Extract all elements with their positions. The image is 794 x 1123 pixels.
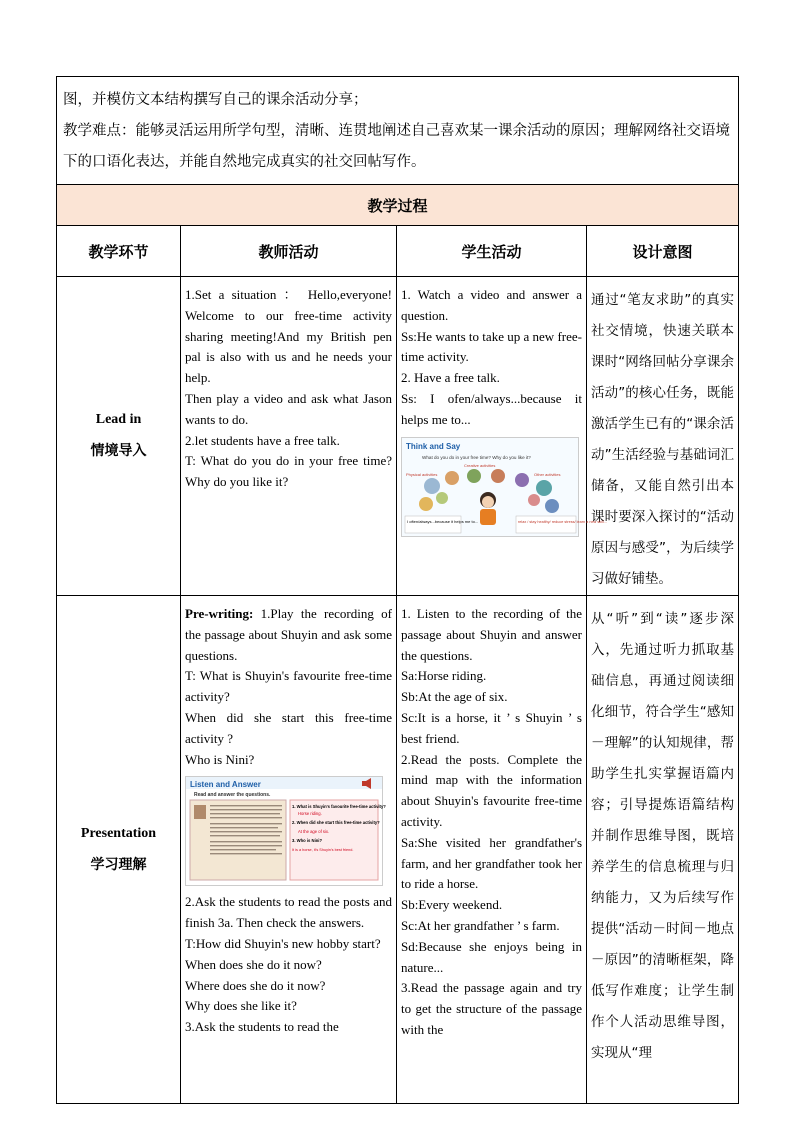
stage-en: Lead in xyxy=(95,412,142,427)
col-header-student: 学生活动 xyxy=(397,226,587,277)
student-line: 2. Have a free talk. xyxy=(401,370,500,386)
student-activity-cell xyxy=(397,277,607,596)
student-line: Sb:Every weekend. xyxy=(401,897,503,913)
teacher-line-text: 1.Play the recording of the passage about Shuyin and ask some questions. xyxy=(185,606,392,663)
lesson-plan-table xyxy=(56,76,739,1104)
slide-bubble-left: I often/always...because it helps me to... xyxy=(407,518,479,524)
slide-q2: 2. When did she start this free-time activity? xyxy=(292,820,380,826)
teacher-line: When does she do it now? xyxy=(185,956,322,972)
process-title: 教学过程 xyxy=(367,196,428,215)
student-line: Ss: I ofen/always...because it helps me to... xyxy=(401,390,582,427)
col-header-design: 设计意图 xyxy=(587,226,739,277)
teacher-line: T: What do you do in your free time? Why do you like it? xyxy=(185,453,392,490)
slide-q3: 3. Who is Nini? xyxy=(292,838,323,844)
teacher-line: 2.let students have a free talk. xyxy=(185,432,340,448)
slide-title: Think and Say xyxy=(406,441,461,451)
slide-a2: At the age of six. xyxy=(298,829,330,835)
teacher-line: T:How did Shuyin's new hobby start? xyxy=(185,935,381,951)
student-line: Sa:Horse riding. xyxy=(401,668,487,684)
design-intent-cell xyxy=(587,596,739,1104)
design-text: 从“听”到“读”逐步深入，先通过听力抓取基础信息，再通过阅读细化细节，符合学生“感知－理解”的认知规律，帮助学生扎实掌握语篇内容；引导提炼语篇结构并制作思维导图，既培养学生的信息梳理与归纳能力，又为后续写作提供“活动－时间－地点－原因”的清晰框架，降低写作难度；让学生制作个人活动思维导图，实现从“理 xyxy=(591,611,734,1061)
design-text: 通过“笔友求助”的真实社交情境，快速关联本课时“网络回帖分享课余活动”的核心任务，既能激活学生已有的“课余活动”生活经验与基础词汇储备，又能自然引出本课时要深入探讨的“活动原因与感受”，为后续学习做好铺垫。 xyxy=(591,292,734,587)
intro-line-2: 教学难点：能够灵活运用所学句型，清晰、连贯地阐述自己喜欢某一课余活动的原因；理解网络社交语境下的口语化表达，并能自然地完成真实的社交回帖写作。 xyxy=(63,123,730,170)
stage-cn: 学习理解 xyxy=(90,857,147,873)
student-line: 1. Listen to the recording of the passage about Shuyin and answer the questions. xyxy=(401,606,582,663)
teacher-line: 3.Ask the students to read the xyxy=(185,1019,339,1035)
slide-a1: Horse riding. xyxy=(298,811,322,817)
teacher-line xyxy=(185,604,392,666)
student-line: Sc:At her grandfather ’ s farm. xyxy=(401,917,560,933)
student-line: Sd:Because she enjoys being in nature... xyxy=(401,938,582,975)
listen-and-answer-slide xyxy=(185,776,386,886)
listen-and-answer-graphic xyxy=(186,777,386,885)
slide-q1: 1. What is Shuyin's favourite free-time activity? xyxy=(292,804,386,810)
slide-label-creative: Creative activities xyxy=(464,462,496,468)
process-header xyxy=(57,185,739,226)
student-line: Sc:It is a horse, it ’ s Shuyin ’ s best friend. xyxy=(401,709,582,746)
teacher-line: Who is Nini? xyxy=(185,751,255,767)
intro-cell xyxy=(57,77,739,185)
slide-subtitle: Read and answer the questions. xyxy=(194,792,271,799)
student-line: Ss:He wants to take up a new free-time activity. xyxy=(401,328,582,365)
stage-cell-presentation xyxy=(57,596,181,1104)
teacher-activity-cell xyxy=(181,596,397,1104)
stage-cell-lead-in xyxy=(57,277,181,596)
teacher-line: Why does she like it? xyxy=(185,998,297,1014)
pre-writing-label: Pre-writing: xyxy=(185,606,254,621)
teacher-line: Where does she do it now? xyxy=(185,977,326,993)
lesson-plan-page xyxy=(56,76,738,1104)
teacher-line: Then play a video and ask what Jason wants to do. xyxy=(185,390,392,427)
student-line: 2.Read the posts. Complete the mind map with the information about Shuyin's favourite free-time activity. xyxy=(401,751,582,829)
teacher-line: 2.Ask the students to read the posts and finish 3a. Then check the answers. xyxy=(185,894,392,931)
col-header-stage: 教学环节 xyxy=(57,226,181,277)
col-header-teacher: 教师活动 xyxy=(181,226,397,277)
slide-question: What do you do in your free time? Why do you like it? xyxy=(422,454,531,460)
slide-a3: It is a horse, it's Shuyin's best friend. xyxy=(292,848,354,853)
teacher-line: 1.Set a situation ： Hello,everyone! Welcome to our free-time activity sharing meeting!And my British pen pal is also with us and he needs your help. xyxy=(185,287,392,386)
teacher-activity-cell xyxy=(181,277,397,596)
student-line: Sb:At the age of six. xyxy=(401,689,508,705)
slide-label-physical: Physical activities xyxy=(406,471,438,477)
teacher-line: When did she start this free-time activity ? xyxy=(185,709,392,746)
student-line: 1. Watch a video and answer a question. xyxy=(401,287,582,323)
design-intent-cell xyxy=(587,277,739,596)
teacher-line: T: What is Shuyin's favourite free-time activity? xyxy=(185,668,392,705)
stage-en: Presentation xyxy=(80,825,157,841)
slide-title: Listen and Answer xyxy=(190,780,261,790)
student-line: 3.Read the passage again and try to get the structure of the passage with the xyxy=(401,980,582,1037)
intro-line-1: 图，并模仿文本结构撰写自己的课余活动分享； xyxy=(63,92,368,108)
slide-bubble-right: relax / stay healthy/ reduce stress/ learn a new skill... xyxy=(518,519,607,524)
stage-cn: 情境导入 xyxy=(90,444,147,459)
student-line: Sa:She visited her grandfather's farm, and her grandfather took her to ride a horse. xyxy=(401,834,582,892)
think-and-say-slide xyxy=(401,437,607,537)
student-activity-cell xyxy=(397,596,587,1104)
slide-label-other: Other activities xyxy=(534,471,561,477)
think-and-say-graphic xyxy=(402,438,607,536)
